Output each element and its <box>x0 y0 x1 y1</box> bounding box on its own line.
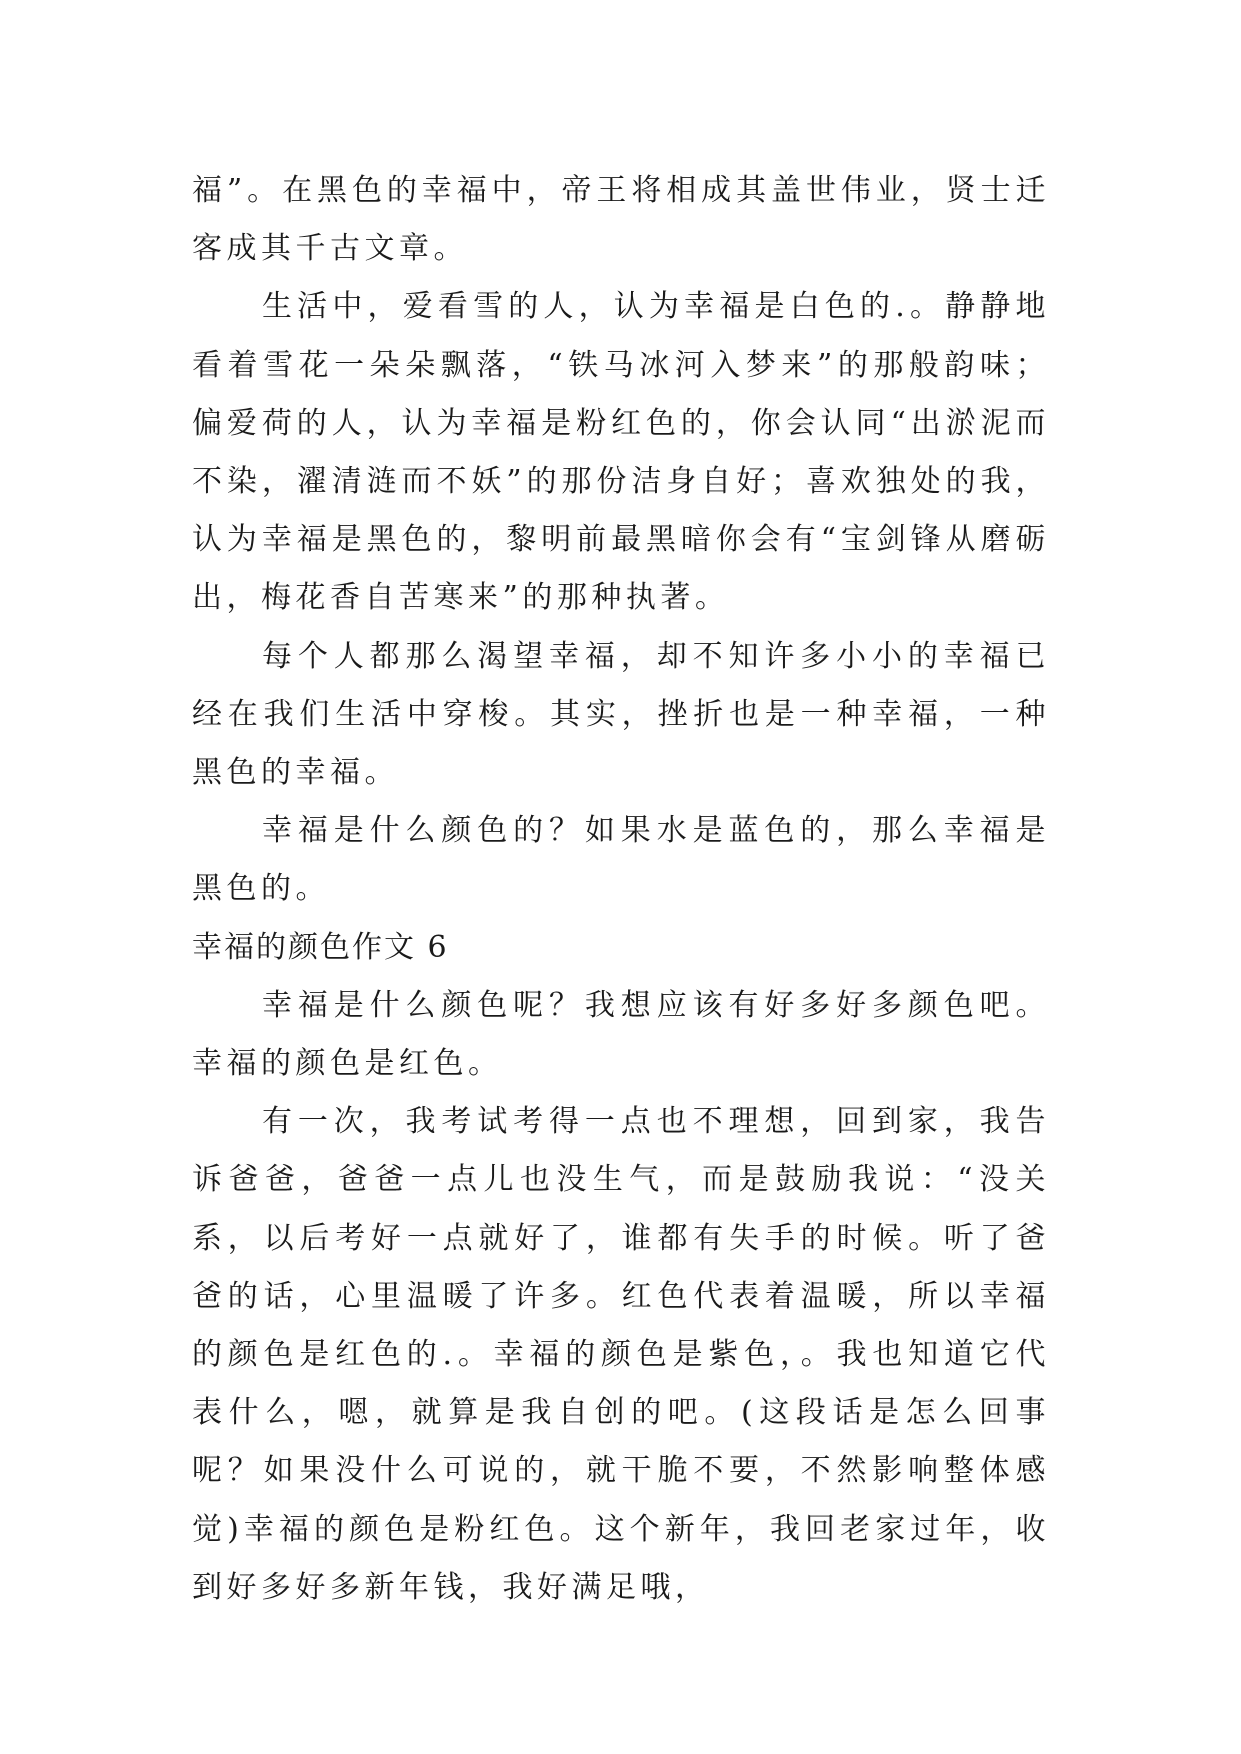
paragraph-continuation: 福”。在黑色的幸福中，帝王将相成其盖世伟业，贤士迁客成其千古文章。 <box>192 173 1050 267</box>
essay-heading: 幸福的颜色作文 6 <box>192 929 449 965</box>
document-page <box>192 162 1050 1617</box>
paragraph-white-pink-black: 生活中，爱看雪的人，认为幸福是白色的.。静静地看着雪花一朵朵飘落，“铁马冰河入梦来”的那般韵味；偏爱荷的人，认为幸福是粉红色的，你会认同“出淤泥而不染，濯清涟而不妖”的那份洁身自好；喜欢独处的我，认为幸福是黑色的，黎明前最黑暗你会有“宝剑锋从磨砺出，梅花香自苦寒来”的那种执著。 <box>192 289 1050 616</box>
paragraph-setback-happiness: 每个人都那么渴望幸福，却不知许多小小的幸福已经在我们生活中穿梭。其实，挫折也是一种幸福，一种黑色的幸福。 <box>192 638 1050 791</box>
paragraph-exam-story: 有一次，我考试考得一点也不理想，回到家，我告诉爸爸，爸爸一点儿也没生气，而是鼓励我说：“没关系，以后考好一点就好了，谁都有失手的时候。听了爸爸的话，心里温暖了许多。红色代表着温暖，所以幸福的颜色是红色的.。幸福的颜色是紫色，。我也知道它代表什么，嗯，就算是我自创的吧。(这段话是怎么回事呢？如果没什么可说的，就干脆不要，不然影响整体感觉)幸福的颜色是粉红色。这个新年，我回老家过年，收到好多好多新年钱，我好满足哦， <box>192 1104 1050 1605</box>
paragraph-blue-water: 幸福是什么颜色的？如果水是蓝色的，那么幸福是黑色的。 <box>192 813 1050 907</box>
paragraph-intro-red: 幸福是什么颜色呢？我想应该有好多好多颜色吧。幸福的颜色是红色。 <box>192 987 1050 1082</box>
